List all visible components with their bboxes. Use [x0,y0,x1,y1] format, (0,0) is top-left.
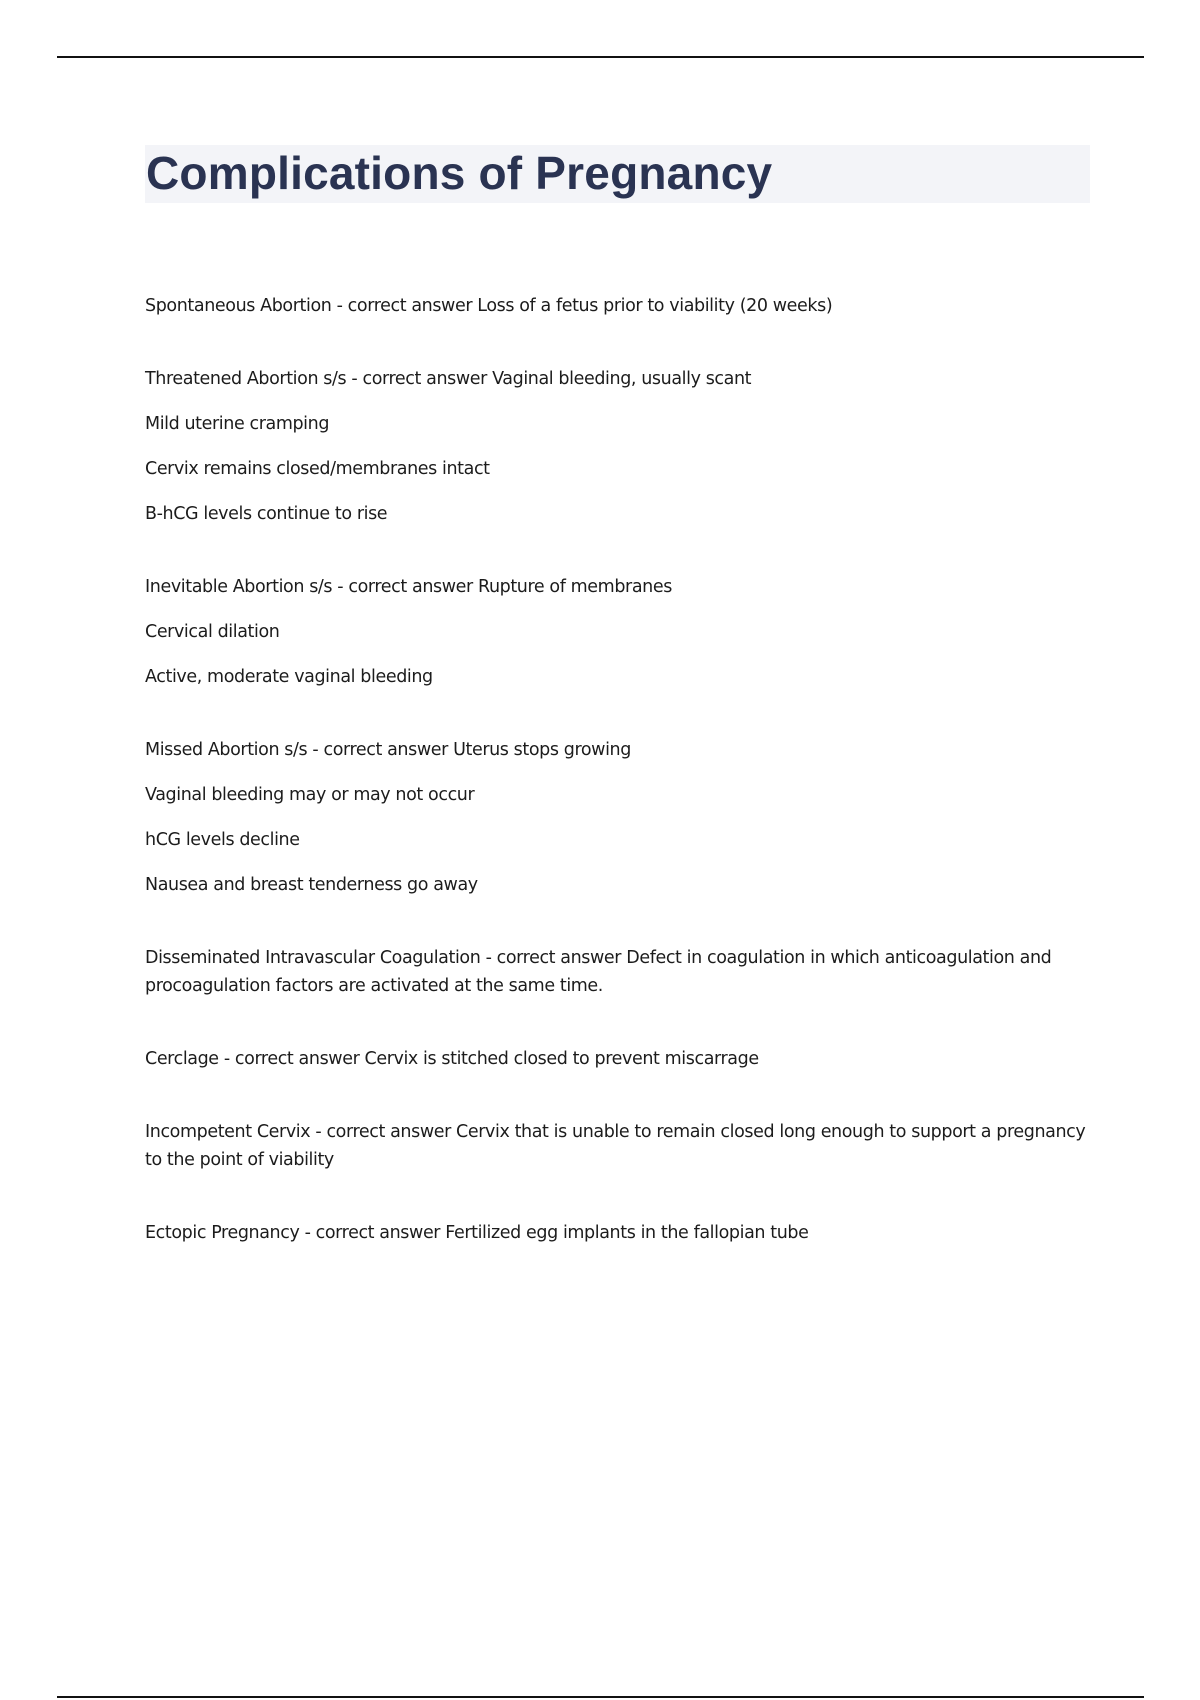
entry-missed-abortion [145,736,1090,899]
entry-ectopic-pregnancy [145,1219,1090,1247]
entry-line: hCG levels decline [145,830,300,850]
entry-line: Disseminated Intravascular Coagulation - correct answer Defect in coagulation in which anticoagulation and procoagulation factors are activated at the same time. [145,948,1052,996]
entry-line: Spontaneous Abortion - correct answer Loss of a fetus prior to viability (20 weeks) [145,296,833,316]
entry-line: B-hCG levels continue to rise [145,504,388,524]
entry-spontaneous-abortion [145,292,1090,320]
bottom-rule [57,1696,1144,1698]
entry-line: Cervical dilation [145,622,280,642]
entry-line: Cerclage - correct answer Cervix is stitched closed to prevent miscarrage [145,1049,759,1069]
entry-incompetent-cervix [145,1118,1090,1174]
entry-line: Threatened Abortion s/s - correct answer Vaginal bleeding, usually scant [145,369,752,389]
entry-line: Vaginal bleeding may or may not occur [145,785,475,805]
entry-line: Missed Abortion s/s - correct answer Uterus stops growing [145,740,631,760]
entry-line: Inevitable Abortion s/s - correct answer Rupture of membranes [145,577,672,597]
page-title: Complications of Pregnancy [146,147,773,199]
top-rule [57,56,1144,58]
entry-inevitable-abortion [145,573,1090,691]
document-body [145,292,1090,1292]
entry-threatened-abortion [145,365,1090,528]
entry-line: Cervix remains closed/membranes intact [145,459,490,479]
entry-line: Nausea and breast tenderness go away [145,875,478,895]
entry-line: Mild uterine cramping [145,414,330,434]
entry-line: Active, moderate vaginal bleeding [145,667,433,687]
entry-line: Ectopic Pregnancy - correct answer Fertilized egg implants in the fallopian tube [145,1223,809,1243]
entry-cerclage [145,1045,1090,1073]
entry-dic [145,944,1090,1000]
entry-line: Incompetent Cervix - correct answer Cervix that is unable to remain closed long enough to support a pregnancy to the point of viability [145,1122,1086,1170]
